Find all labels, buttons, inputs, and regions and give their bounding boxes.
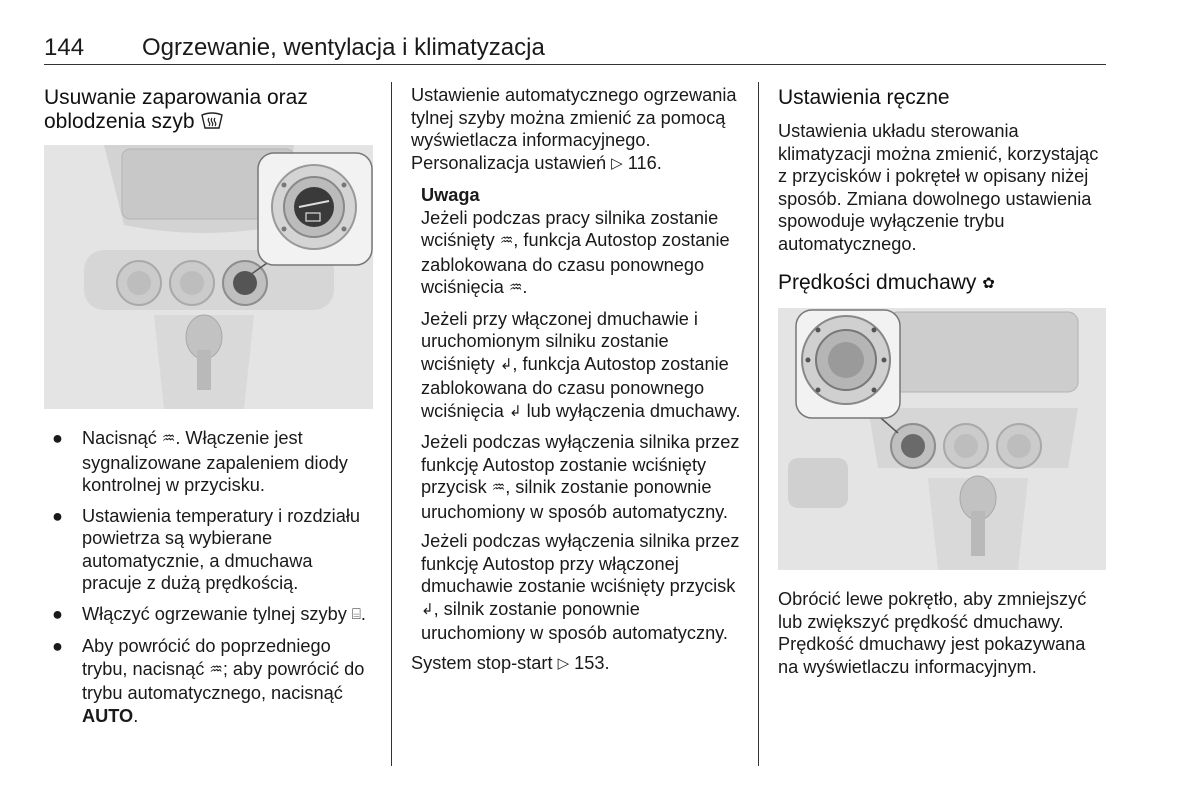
figure-defrost-controls xyxy=(44,145,373,409)
page-reference-icon: ▷ xyxy=(557,654,570,672)
note-paragraph: Jeżeli podczas wyłączenia silnika przez funkcję Autostop zostanie wciśnięty przycisk ♒, silnik zostanie ponownie uruchomiony w sposób automatyczny. xyxy=(421,432,740,522)
stop-start-reference: System stop-start ▷ 153. xyxy=(411,652,743,677)
note-title: Uwaga xyxy=(421,185,480,205)
note-paragraph: Jeżeli przy włączonej dmuchawie i uruchomionym silniku zostanie wciśnięty ↲, funkcja Autostop zostanie zablokowana do czasu ponownego wciśnięcia ↲ lub wyłączenia dmuchawy. xyxy=(421,308,743,425)
manual-settings-text: Ustawienia układu sterowania klimatyzacji można zmienić, korzystając z przycisków i pokręteł w opisany niżej sposób. Zmiana dowolnego ustawienia spowoduje wyłączenie trybu automatycznego. xyxy=(778,121,1099,254)
column-divider-2 xyxy=(758,82,759,766)
section-heading-defrost: Usuwanie zaparowania oraz oblodzenia szyb xyxy=(44,86,308,133)
windscreen-defrost-icon: ♒ xyxy=(161,430,176,447)
note-box xyxy=(421,184,743,645)
note-paragraph: Jeżeli podczas pracy silnika zostanie wciśnięty ♒, funkcja Autostop zostanie zablokowana do czasu ponownego wciśnięcia ♒. xyxy=(421,207,743,301)
fan-speed-text: Obrócić lewe pokrętło, aby zmniejszyć lub zwiększyć prędkość dmuchawy. Prędkość dmuchawy jest pokazywana na wyświetlaczu informacyjnym. xyxy=(778,589,1087,677)
list-item: ● Aby powrócić do poprzedniego trybu, nacisnąć ♒; aby powrócić do trybu automatycznego, nacisnąć AUTO. xyxy=(52,636,365,726)
windscreen-defrost-icon: ♒ xyxy=(209,660,223,678)
list-item: ● Ustawienia temperatury i rozdziału powietrza są wybierane automatycznie, a dmuchawa pracuje z dużą prędkością. xyxy=(52,505,360,593)
column-divider-1 xyxy=(391,82,392,766)
defrost-instructions xyxy=(44,427,374,727)
windscreen-defrost-icon: ♒ xyxy=(499,232,514,249)
windscreen-defrost-icon: ♒ xyxy=(508,279,523,296)
column-2 xyxy=(411,84,743,676)
footwell-air-icon: ↲ xyxy=(508,402,522,420)
list-item: ● Nacisnąć ♒. Włączenie jest sygnalizowane zapaleniem diody kontrolnej w przycisku. xyxy=(52,428,348,495)
auto-rear-heating-text: Ustawienie automatycznego ogrzewania tylnej szyby można zmienić za pomocą wyświetlacza informacyjnego. Personalizacja ustawień ▷ 116. xyxy=(411,84,743,176)
section-heading-manual: Ustawienia ręczne xyxy=(778,86,950,109)
footwell-air-icon: ↲ xyxy=(421,600,434,618)
page-header xyxy=(44,34,1106,65)
column-3-bottom xyxy=(778,588,1108,678)
page-reference-icon: ▷ xyxy=(611,154,623,172)
chapter-title: Ogrzewanie, wentylacja i klimatyzacja xyxy=(142,34,545,61)
footwell-air-icon: ↲ xyxy=(499,355,513,373)
page-number: 144 xyxy=(44,34,85,61)
column-1 xyxy=(44,86,374,134)
column-1-list xyxy=(44,427,374,735)
dashboard-illustration xyxy=(44,145,373,409)
figure-fan-controls xyxy=(778,308,1106,570)
windscreen-defrost-icon: ♒ xyxy=(491,479,506,496)
section-heading-fan-speed: Prędkości dmuchawy ✿ xyxy=(778,271,995,294)
windscreen-defrost-icon xyxy=(200,112,224,130)
column-3 xyxy=(778,86,1108,297)
fan-dial-illustration xyxy=(778,308,1106,570)
list-item: ● Włączyć ogrzewanie tylnej szyby ⌸. xyxy=(44,603,374,628)
rear-window-heating-icon: ⌸ xyxy=(351,605,361,623)
note-paragraph: Jeżeli podczas wyłączenia silnika przez funkcję Autostop przy włączonej dmuchawie zostanie wciśnięty przycisk ↲, silnik zostanie ponownie uruchomiony w sposób automatyczny. xyxy=(421,531,740,643)
fan-icon: ✿ xyxy=(982,275,995,292)
